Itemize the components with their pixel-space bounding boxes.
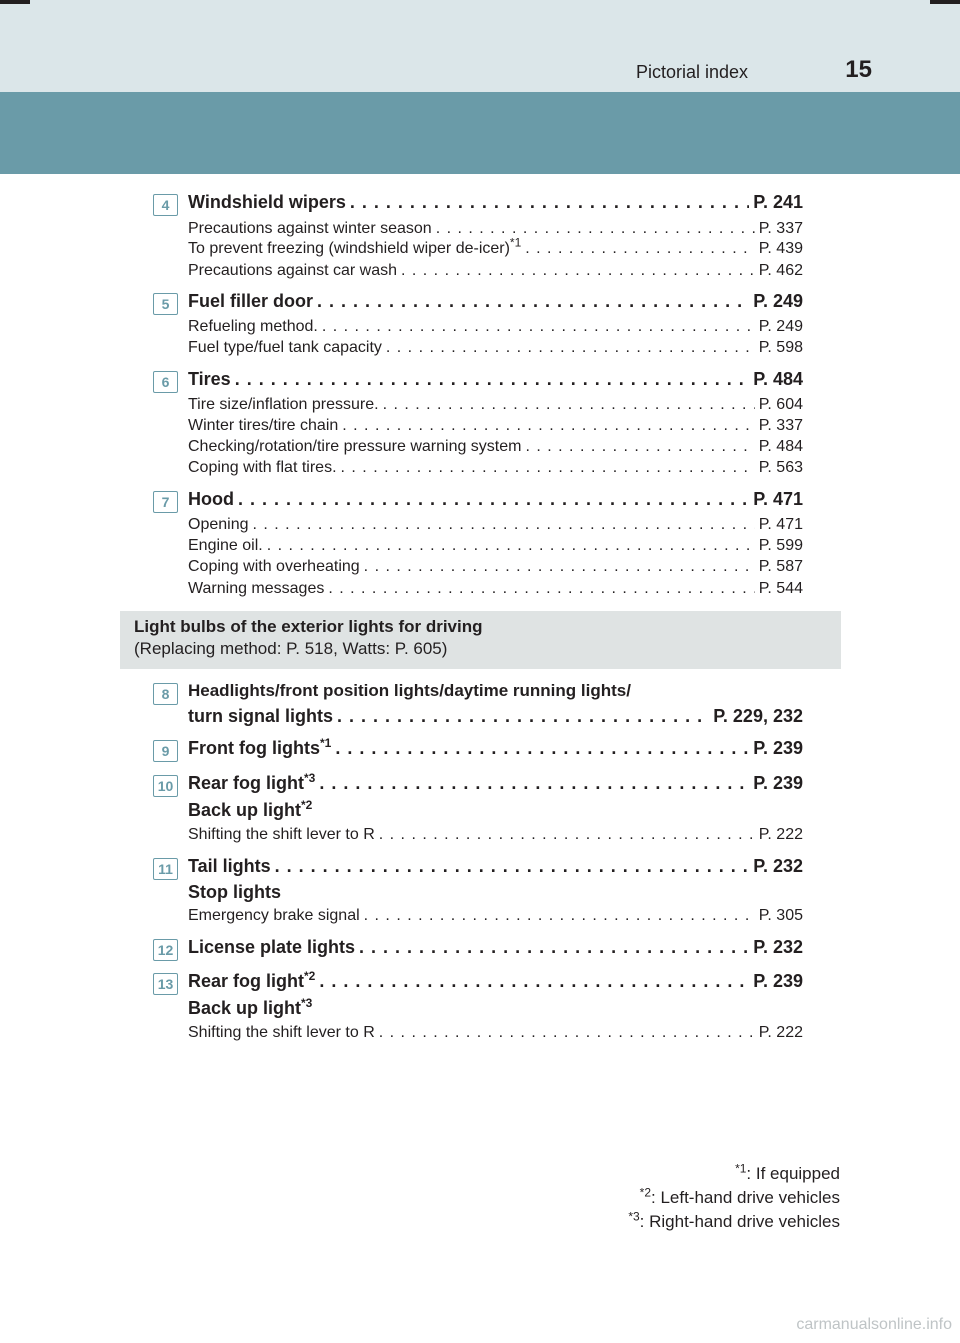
item-number-badge: 13 [153,973,178,995]
page-number: 15 [845,56,872,83]
entry-main-line[interactable]: Fuel filler door . . . P. 249 [188,291,803,312]
entry-sub-line[interactable]: Precautions against winter season . . . P. 337 [188,220,803,238]
item-number-badge: 10 [153,775,178,797]
entry-main-line: Headlights/front position lights/daytime running lights/ [188,681,631,700]
entry-main-line: Stop lights [188,882,281,902]
entry-sub-line[interactable]: Shifting the shift lever to R . . . P. 222 [188,1024,803,1042]
entry-sub-line[interactable]: Checking/rotation/tire pressure warning system . . . P. 484 [188,438,803,456]
entry-main-line[interactable]: Front fog lights$^{*1}$ . . . P. 239 [188,738,803,759]
watermark: carmanualsonline.info [796,1316,952,1333]
entry-main-line[interactable]: License plate lights . . . P. 232 [188,937,803,958]
footnote: $^{*2}$: Left-hand drive vehicles [639,1185,840,1207]
entry-sub-line[interactable]: Precautions against car wash . . . P. 462 [188,262,803,280]
page-ref[interactable]: P. 241 [753,192,803,212]
entry-main-line[interactable]: Hood . . . P. 471 [188,489,803,510]
entry-main-line[interactable]: Rear fog light$^{*2}$ . . . P. 239 [188,971,803,992]
page-header-title: Pictorial index [635,62,748,82]
footnote: $^{*3}$: Right-hand drive vehicles [628,1209,840,1231]
section-banner [0,92,960,174]
entry-sub-line[interactable]: Tire size/inflation pressure. . . . P. 604 [188,396,803,414]
crop-mark [930,0,960,4]
light-bulbs-section-bar [120,611,841,669]
item-number-badge: 4 [153,194,178,216]
entry-sub-line[interactable]: Winter tires/tire chain . . . P. 337 [188,417,803,435]
section-subtitle: (Replacing method: P. 518, Watts: P. 605) [134,639,448,658]
entry-sub-line[interactable]: Coping with overheating . . . P. 587 [188,558,803,576]
item-number-badge: 8 [153,683,178,705]
entry-main-line: Back up light$^{*2}$ [188,798,313,820]
entry-sub-line[interactable]: Engine oil. . . . P. 599 [188,537,803,555]
entry-main-line[interactable] [188,192,803,213]
entry-main-line[interactable]: Tail lights . . . P. 232 [188,856,803,877]
item-number-badge: 6 [153,371,178,393]
entry-sub-line[interactable]: Opening . . . P. 471 [188,516,803,534]
item-number-badge: 12 [153,939,178,961]
entry-main-line[interactable]: Rear fog light$^{*3}$ . . . P. 239 [188,773,803,794]
footnotes [628,1162,840,1234]
entry-sub-line[interactable]: Refueling method. . . . P. 249 [188,318,803,336]
entry-sub-line[interactable]: To prevent freezing (windshield wiper de-icer)$^{*1}$ . . . P. 439 [188,240,803,258]
entry-sub-line[interactable]: Warning messages . . . P. 544 [188,580,803,598]
item-number-badge: 7 [153,491,178,513]
footnote: $^{*1}$: If equipped [735,1161,840,1183]
entry-sub-line[interactable]: Shifting the shift lever to R . . . P. 222 [188,826,803,844]
entry-sub-line[interactable]: Coping with flat tires. . . . P. 563 [188,459,803,477]
header-band [0,0,960,92]
entry-main-line[interactable]: Tires . . . P. 484 [188,369,803,390]
entry-label: Windshield wipers [188,192,346,212]
crop-mark [0,0,30,4]
entry-sub-line[interactable]: Emergency brake signal . . . P. 305 [188,907,803,925]
item-number-badge: 5 [153,293,178,315]
entry-main-line[interactable]: turn signal lights . . . P. 229, 232 [188,706,803,727]
section-title: Light bulbs of the exterior lights for driving [134,617,483,636]
entry-main-line: Back up light$^{*3}$ [188,996,313,1018]
item-number-badge: 11 [153,858,178,880]
entry-sub-line[interactable]: Fuel type/fuel tank capacity . . . P. 598 [188,339,803,357]
item-number-badge: 9 [153,740,178,762]
